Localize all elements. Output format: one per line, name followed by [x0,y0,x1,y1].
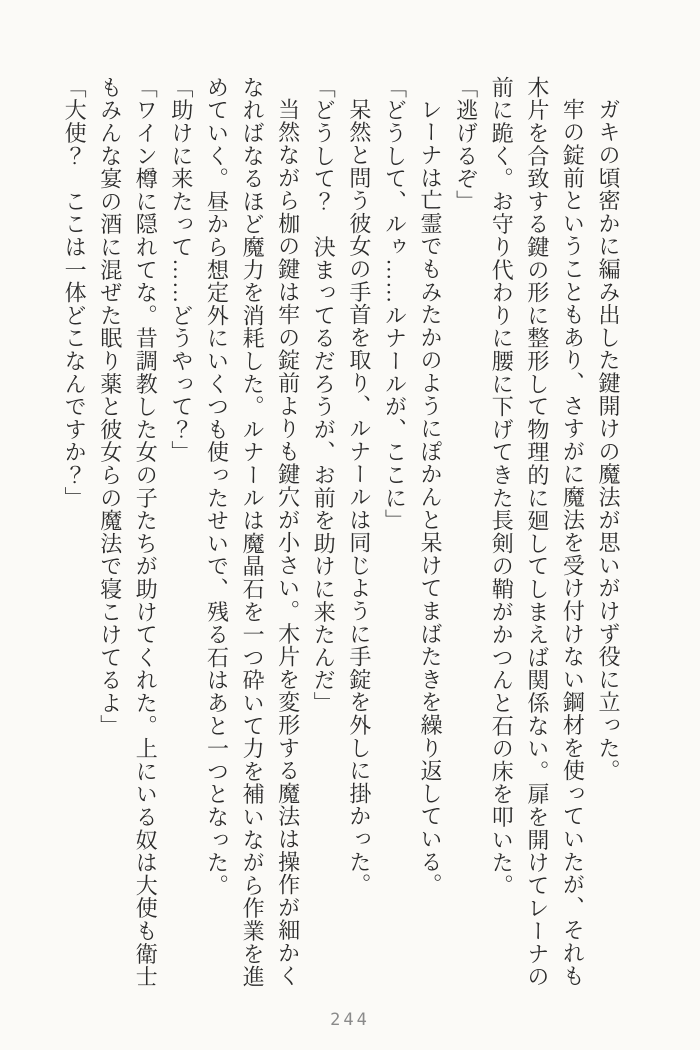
paragraph: 当然ながら枷の鍵は牢の錠前よりも鍵穴が小さい。木片を変形する魔法は操作が細かくなればなるほど魔力を消耗した。ルナールは魔晶石を一つ砕いて力を補いながら作業を進めていく。昼から想定外にいくつも使ったせいで、残る石はあと一つとなった。 [204,76,301,988]
paragraph: 「大使？ ここは一体どこなんですか？」 [62,76,88,510]
paragraph: 「助けに来たって……どうやって？」 [168,76,194,464]
paragraph: 牢の錠前ということもあり、さすがに魔法を受け付けない鋼材を使っていたが、それも木片を合致する鍵の形に整形して物理的に廻してしまえば関係ない。扉を開けてレーナの前に跪く。お守り代わりに腰に下げてきた長剣の鞘がかつんと石の床を叩いた。 [489,76,586,988]
paragraph: 呆然と問う彼女の手首を取り、ルナールは同じように手錠を外しに掛かった。 [346,98,372,896]
paragraph: 「ワイン樽に隠れてな。昔調教した女の子たちが助けてくれた。上にいる奴は大使も衛士もみんな宴の酒に混ぜた眠り薬と彼女らの魔法で寝こけてるよ」 [97,76,159,988]
paragraph: 「逃げるぞ」 [453,76,479,213]
vertical-text-area [57,76,627,988]
paragraph: 「どうして、ルゥ……ルナールが、ここに」 [382,76,408,532]
paragraph: ガキの頃密かに編み出した鍵開けの魔法が思いがけず役に立った。 [596,98,621,782]
paragraph: レーナは亡霊でもみたかのようにぽかんと呆けてまばたきを繰り返している。 [418,98,444,896]
paragraph: 「どうして？ 決まってるだろうが、お前を助けに来たんだ」 [311,76,337,715]
page-number: 244 [330,1010,370,1030]
